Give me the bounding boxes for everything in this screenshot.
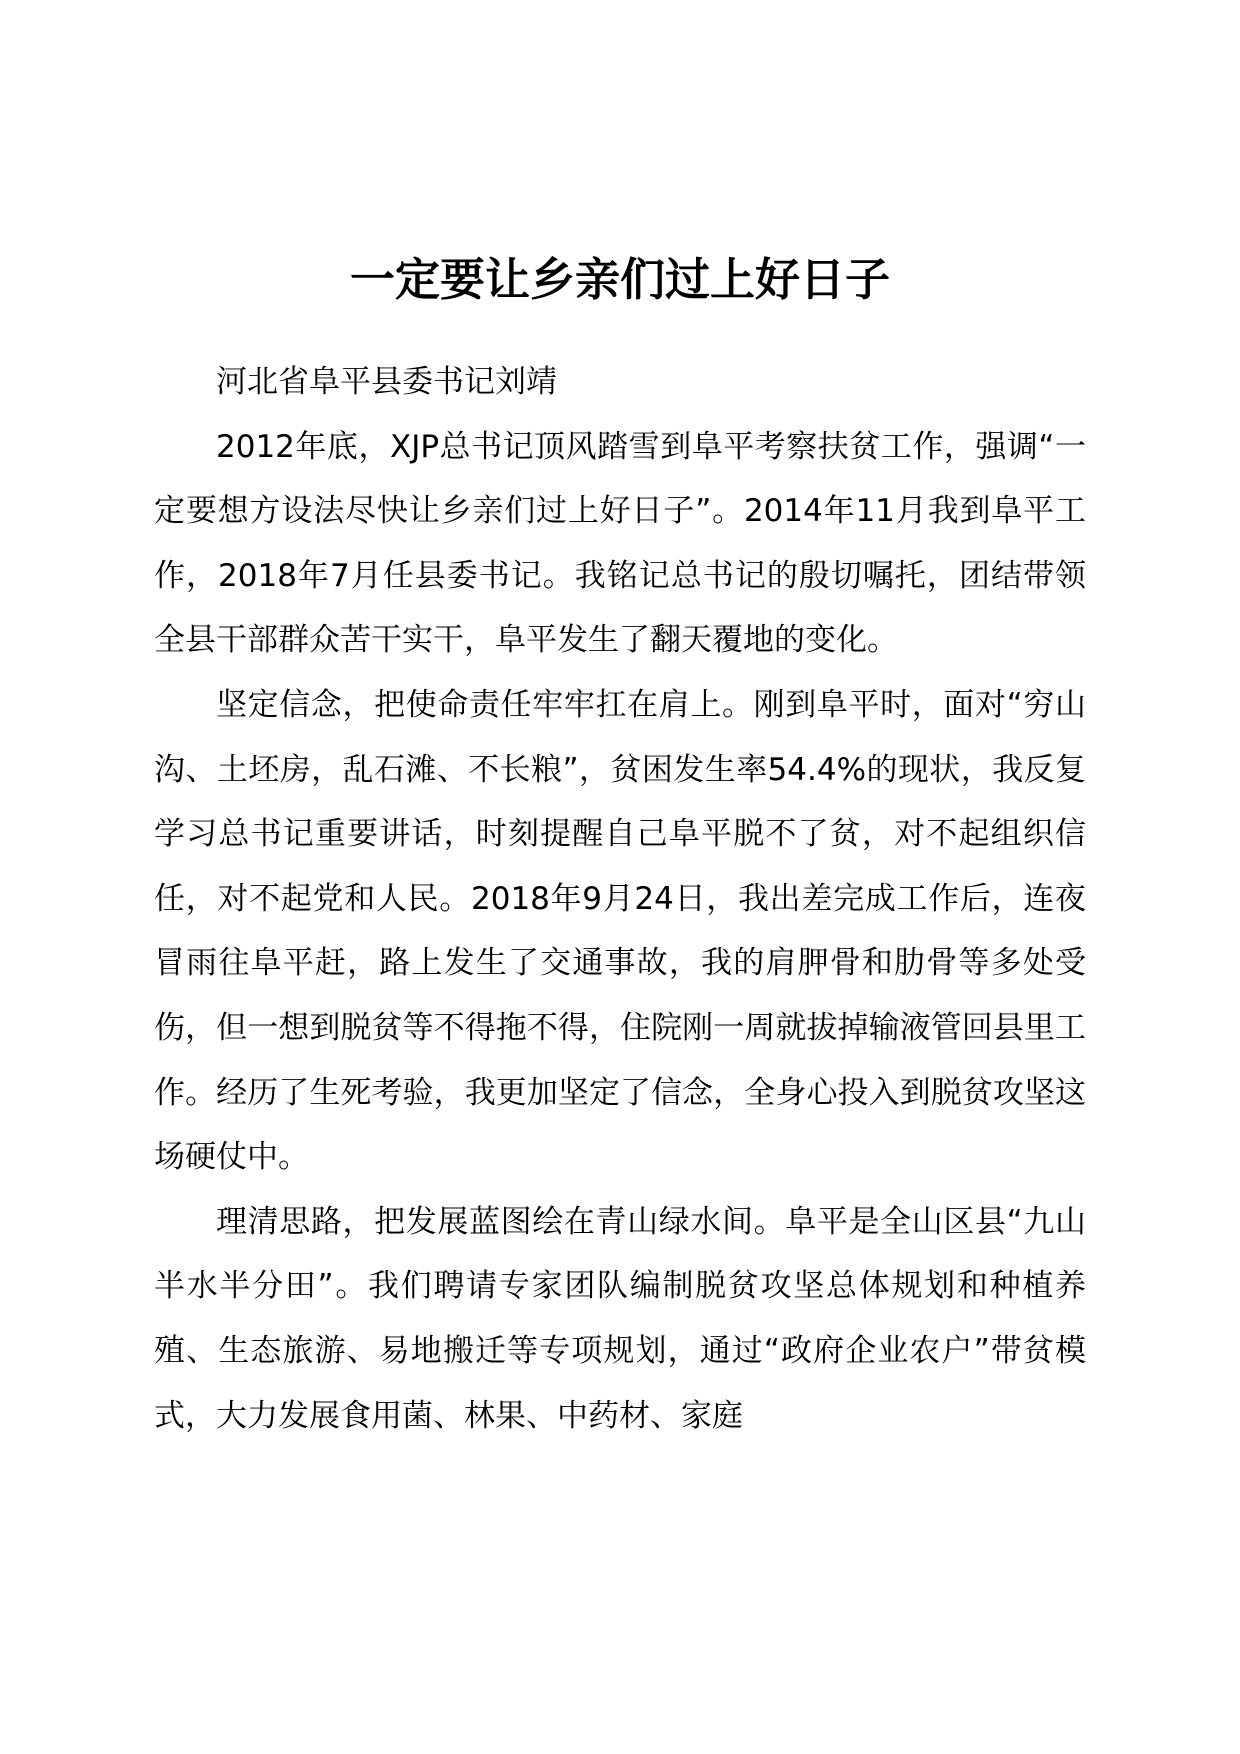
paragraph-2: 坚定信念，把使命责任牢牢扛在肩上。刚到阜平时，面对“穷山沟、土坯房，乱石滩、不长粮”，贫困发生率54.4%的现状，我反复学习总书记重要讲话，时刻提醒自己阜平脱不了贫，对不起组织信任，对不起党和人民。2018年9月24日，我出差完成工作后，连夜冒雨往阜平赶，路上发生了交通事故，我的肩胛骨和肋骨等多处受伤，但一想到脱贫等不得拖不得，住院刚一周就拔掉输液管回县里工作。经历了生死考验，我更加坚定了信念，全身心投入到脱贫攻坚这场硬仗中。 — [154, 686, 1086, 1176]
paragraph-1: 2012年底，XJP总书记顶风踏雪到阜平考察扶贫工作，强调“一定要想方设法尽快让乡亲们过上好日子”。2014年11月我到阜平工作，2018年7月任县委书记。我铭记总书记的殷切嘱托，团结带领全县干部群众苦干实干，阜平发生了翻天覆地的变化。 — [154, 428, 1086, 659]
document-body — [154, 350, 1086, 1448]
author-line: 河北省阜平县委书记刘靖 — [216, 364, 557, 400]
document-title: 一定要让乡亲们过上好日子 — [349, 253, 890, 306]
paragraph-3: 理清思路，把发展蓝图绘在青山绿水间。阜平是全山区县“九山半水半分田”。我们聘请专家团队编制脱贫攻坚总体规划和种植养殖、生态旅游、易地搬迁等专项规划，通过“政府企业农户”带贫模式，大力发展食用菌、林果、中药材、家庭 — [154, 1203, 1086, 1434]
